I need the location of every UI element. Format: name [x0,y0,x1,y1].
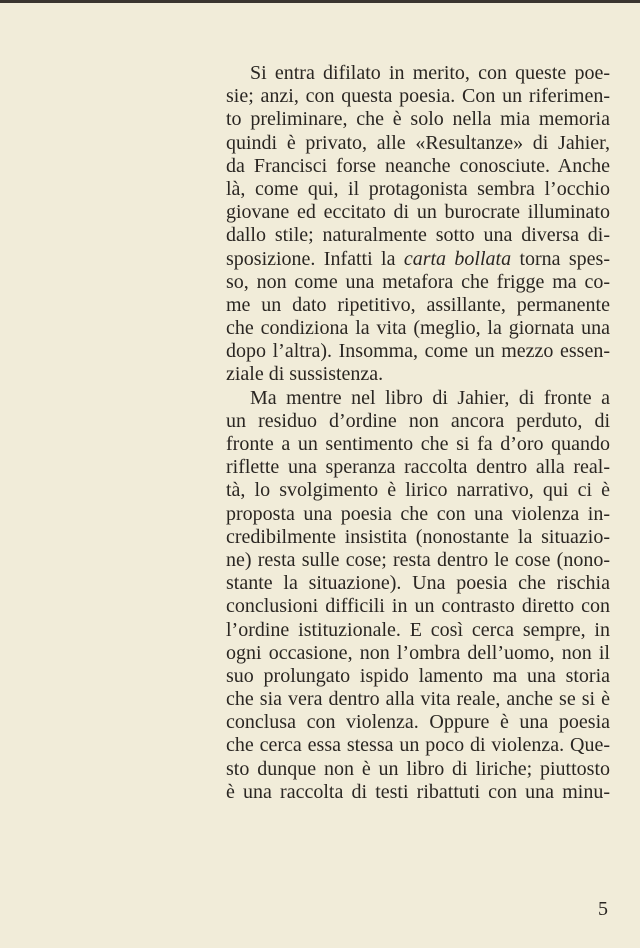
text-line: me un dato ripetitivo, assillante, permanente [226,293,610,316]
text-line: to preliminare, che è solo nella mia memoria [226,108,610,131]
paragraph-2 [226,387,610,804]
paragraph-1 [226,62,610,387]
text-line: è una raccolta di testi ribattuti con una minu- [226,780,610,803]
text-line: proposta una poesia che con una violenza in- [226,502,610,525]
text-line: che cerca essa stessa un poco di violenza. Que- [226,734,610,757]
text-line: dopo l’altra). Insomma, come un mezzo essen- [226,340,610,363]
text-line: Si entra difilato in merito, con queste poe- [250,62,610,84]
text-line: sie; anzi, con questa poesia. Con un riferimen- [226,85,610,108]
text-segment: sposizione. Infatti la [226,247,404,270]
body-text [226,62,610,804]
text-line: conclusioni difficili in un contrasto diretto con [226,595,610,618]
text-line: che condiziona la vita (meglio, la giornata una [226,317,610,340]
italic-phrase: carta bollata [403,247,512,270]
text-line: fronte a un sentimento che si fa d’oro quando [226,433,610,455]
text-line: un residuo d’ordine non ancora perduto, di [226,409,610,432]
text-line: ziale di sussistenza. [226,363,384,386]
text-line: ogni occasione, non l’ombra dell’uomo, non il [226,641,610,664]
top-edge-rule [0,0,640,3]
text-line: giovane ed eccitato di un burocrate illuminato [226,201,610,224]
text-line: che sia vera dentro alla vita reale, anche se si è [226,688,610,711]
text-line: da Francisci forse neanche conosciute. Anche [226,154,610,177]
text-line: so, non come una metafora che frigge ma co- [226,270,610,293]
page-number: 5 [598,898,608,920]
text-line: sto dunque non è un libro di liriche; piuttosto [226,757,610,780]
text-line: riflette una speranza raccolta dentro alla real- [226,456,610,479]
text-line: suo prolungato ispido lamento ma una storia [226,664,610,687]
text-line: conclusa con violenza. Oppure è una poesia [226,711,610,734]
text-line: quindi è privato, alle «Resultanze» di Jahier, [226,131,610,154]
text-line [226,248,610,271]
text-line: stante la situazione). Una poesia che rischia [226,572,610,595]
text-line: tà, lo svolgimento è lirico narrativo, qui ci è [226,479,610,502]
text-line: dallo stile; naturalmente sotto una diversa di- [226,224,610,247]
text-line: l’ordine istituzionale. E così cerca sempre, in [226,618,610,641]
text-line: ne) resta sulle cose; resta dentro le cose (nono- [226,548,610,571]
text-segment: torna spes- [511,247,610,270]
text-line: credibilmente insistita (nonostante la situazio- [226,525,610,548]
text-line: Ma mentre nel libro di Jahier, di fronte a [250,386,610,409]
text-line: là, come qui, il protagonista sembra l’occhio [226,177,610,200]
